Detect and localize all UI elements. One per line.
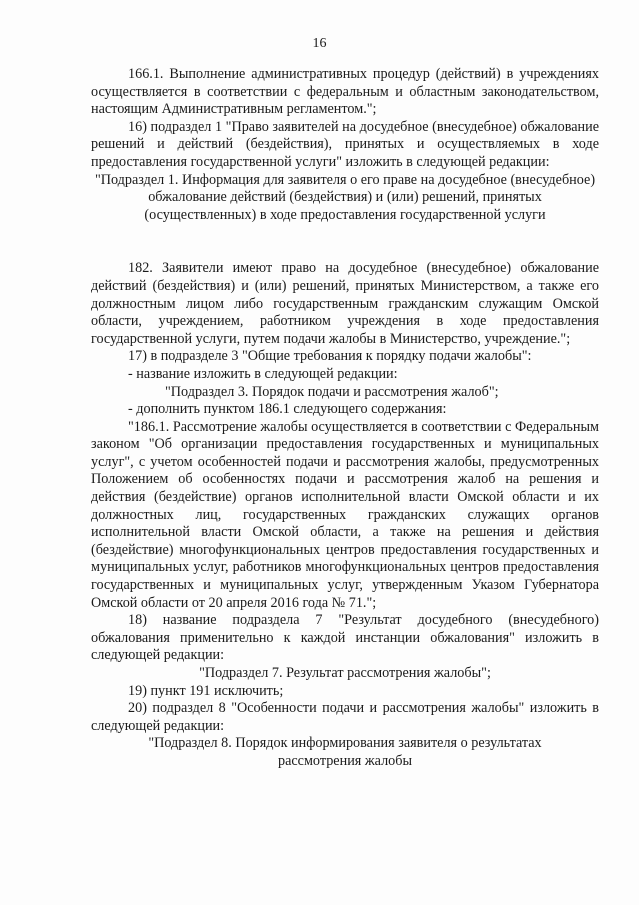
paragraph-item-19: 19) пункт 191 исключить; (128, 682, 284, 699)
heading-subsection-1: "Подраздел 1. Информация для заявителя о его праве на досудебное (внесудебное) обжалование действий (бездействия) и (или) решений, принятых (осуществленных) в ходе предоставления государственной услуги (94, 171, 596, 223)
paragraph-item-16: 16) подраздел 1 "Право заявителей на досудебное (внесудебное) обжалование решений и действий (бездействия), принятых и осуществляемых в ходе предоставления государственной услуги" изложить в следующей редакции: (91, 118, 599, 170)
document-body (91, 66, 599, 771)
blank-gap (91, 224, 599, 260)
paragraph-186-1: "186.1. Рассмотрение жалобы осуществляется в соответствии с Федеральным законом "Об организации предоставления государственных и муниципальных услуг", с учетом особенностей подачи и рассмотрения жалобы, предусмотренных Положением об особенностях подачи и рассмотрения жалоб на решения и действия (бездействие) органов исполнительной власти Омской области и их должностных лиц, государственных гражданских служащих органов исполнительной власти Омской области, а также на решения и действия (бездействие) многофункциональных центров предоставления государственных и муниципальных услуг, работников многофункциональных центров предоставления государственных и муниципальных услуг, утвержденным Указом Губернатора Омской области от 20 апреля 2016 года № 71."; (91, 418, 599, 611)
paragraph-subsection-3-title: "Подраздел 3. Порядок подачи и рассмотрения жалоб"; (165, 383, 499, 400)
paragraph-182: 182. Заявители имеют право на досудебное (внесудебное) обжалование действий (бездействия) и (или) решений, принятых Министерством, а также его должностным лицом либо государственным гражданским служащим Омской области, учреждением, работником учреждения в ходе предоставления государственной услуги, путем подачи жалобы в Министерство, учреждение."; (91, 260, 599, 347)
paragraph-rename-instruction: - название изложить в следующей редакции: (128, 365, 398, 382)
paragraph-item-20: 20) подраздел 8 "Особенности подачи и рассмотрения жалобы" изложить в следующей редакции: (91, 700, 599, 734)
paragraph-166-1: 166.1. Выполнение административных процедур (действий) в учреждениях осуществляется в соответствии с федеральным и областным законодательством, настоящим Административным регламентом."; (91, 66, 599, 118)
paragraph-add-186-1: - дополнить пунктом 186.1 следующего содержания: (128, 401, 447, 418)
paragraph-item-17: 17) в подразделе 3 "Общие требования к порядку подачи жалобы": (128, 348, 532, 365)
page-number: 16 (312, 36, 327, 51)
paragraph-item-18: 18) название подраздела 7 "Результат досудебного (внесудебного) обжалования применительно к каждой инстанции обжалования" изложить в следующей редакции: (91, 612, 599, 664)
paragraph-subsection-7-title: "Подраздел 7. Результат рассмотрения жалобы"; (199, 665, 491, 681)
heading-subsection-8: "Подраздел 8. Порядок информирования заявителя о результатах рассмотрения жалобы (148, 735, 542, 769)
